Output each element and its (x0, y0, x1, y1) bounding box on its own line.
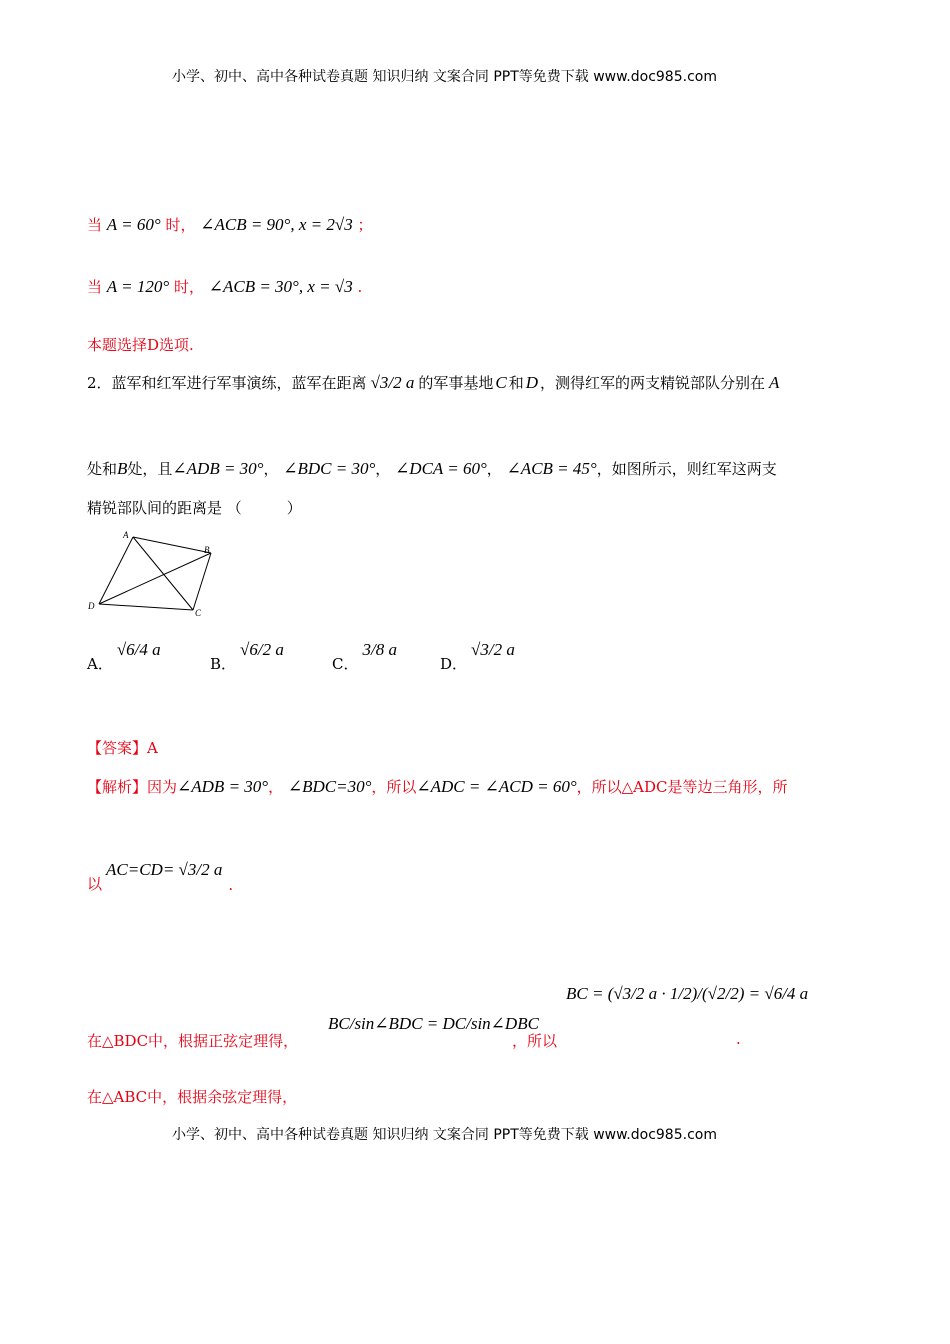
question-line-1: 2． 蓝军和红军进行军事演练，蓝军在距离 √3/2 a 的军事基地 C 和 D ，测得红军的两支精锐部队分别在 A (87, 372, 780, 392)
label-c: C (195, 608, 202, 618)
page-header: 小学、初中、高中各种试卷真题 知识归纳 文案合同 PPT等免费下载 www.doc985.com (172, 69, 717, 85)
option-d-value: √3/2 a (471, 640, 515, 659)
option-b-value: √6/2 a (240, 640, 284, 659)
label-a: A (123, 530, 129, 540)
page-footer: 小学、初中、高中各种试卷真题 知识归纳 文案合同 PPT等免费下载 www.doc985.com (172, 1127, 717, 1143)
option-b[interactable]: B． √6/2 a (210, 640, 284, 673)
answer-value: A (147, 739, 158, 757)
option-a[interactable]: A． √6/4 a (87, 640, 161, 673)
choose-answer-line: 本题选择D选项. (87, 336, 194, 354)
edge-da (99, 537, 133, 604)
option-c[interactable]: C． 3/8 a (332, 640, 397, 673)
analysis-line-2: 以 AC=CD= √3/2 a . (87, 860, 234, 894)
question-number: 2． (87, 374, 112, 392)
distance-expression: √3/2 a (370, 372, 415, 392)
analysis-so: ，所以 (512, 1032, 558, 1050)
label-d: D (88, 601, 95, 611)
edge-cd (99, 604, 193, 610)
quadrilateral-figure (86, 528, 226, 620)
analysis-line-4: 在△ABC中，根据余弦定理得， (87, 1088, 298, 1106)
analysis-line-3: 在△BDC中，根据正弦定理得， (87, 1032, 299, 1050)
edge-bc (193, 553, 211, 610)
option-d[interactable]: D． √3/2 a (440, 640, 515, 673)
case-line-1: 当 A = 60° 时， ∠ACB = 90°, x = 2√3 ； (87, 215, 373, 234)
label-b: B (204, 545, 210, 555)
sine-law-equation: BC/sin∠BDC = DC/sin∠DBC (328, 1014, 539, 1033)
question-line-3: 精锐部队间的距离是 （ ） (87, 499, 302, 517)
analysis-line-1: 【解析】因为∠ADB = 30°， ∠BDC=30°，所以∠ADC = ∠ACD = 60°，所以△ADC是等边三角形，所 (87, 777, 788, 796)
question-line-2: 处和B处，且∠ADB = 30°， ∠BDC = 30°， ∠DCA = 60°， ∠ACB = 45°，如图所示，则红军这两支 (87, 459, 777, 478)
option-c-value: 3/8 a (362, 640, 397, 659)
diagonal-db (99, 553, 211, 604)
answer-line: 【答案】A (87, 739, 158, 757)
option-a-value: √6/4 a (116, 640, 161, 659)
case-line-2: 当 A = 120° 时， ∠ACB = 30°, x = √3 . (87, 277, 363, 296)
bc-result-equation: BC = (√3/2 a · 1/2)/(√2/2) = √6/4 a (566, 984, 809, 1003)
analysis-period: . (736, 1030, 741, 1048)
